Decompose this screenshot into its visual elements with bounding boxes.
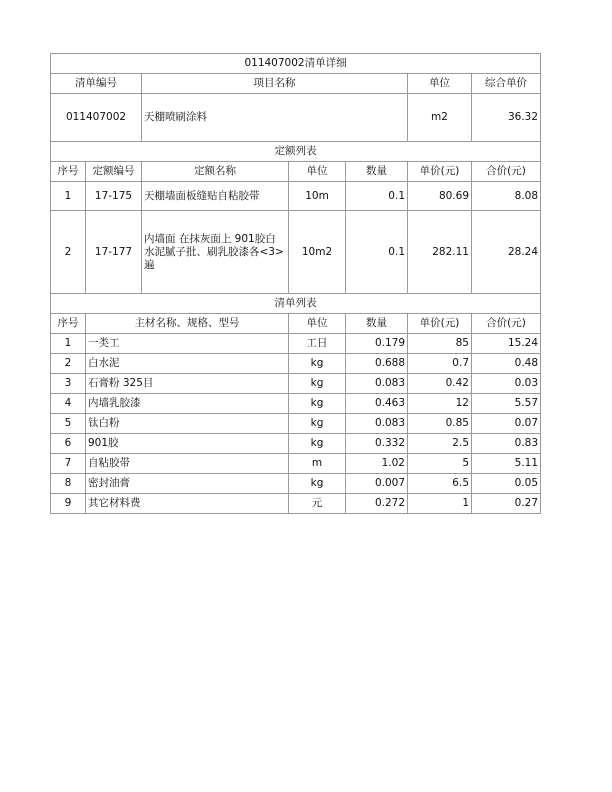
material-qty: 0.083 (346, 374, 408, 394)
material-row (51, 434, 541, 454)
material-unit-header: 单位 (289, 314, 346, 334)
title-row (51, 54, 541, 74)
material-unit: m (289, 454, 346, 474)
quota-total-header: 合价(元) (472, 162, 541, 182)
material-qty-header: 数量 (346, 314, 408, 334)
material-seq: 9 (51, 494, 86, 514)
material-unit: kg (289, 474, 346, 494)
material-unit: kg (289, 394, 346, 414)
material-unit-price: 85 (408, 334, 472, 354)
quota-header-row (51, 162, 541, 182)
material-qty: 1.02 (346, 454, 408, 474)
quota-qty: 0.1 (346, 211, 408, 294)
material-seq: 4 (51, 394, 86, 414)
material-qty: 0.688 (346, 354, 408, 374)
item-unit-header: 单位 (408, 74, 472, 94)
quota-qty-header: 数量 (346, 162, 408, 182)
material-seq: 7 (51, 454, 86, 474)
item-row (51, 94, 541, 142)
quota-unit: 10m2 (289, 211, 346, 294)
quota-unit-price: 282.11 (408, 211, 472, 294)
material-seq: 2 (51, 354, 86, 374)
item-code: 011407002 (51, 94, 142, 142)
material-row (51, 474, 541, 494)
material-seq-header: 序号 (51, 314, 86, 334)
material-qty: 0.463 (346, 394, 408, 414)
material-unit: 工日 (289, 334, 346, 354)
material-unit: 元 (289, 494, 346, 514)
detail-table (50, 53, 541, 514)
material-section-title: 清单列表 (51, 294, 541, 314)
table-title: 011407002清单详细 (51, 54, 541, 74)
quota-section-title: 定额列表 (51, 142, 541, 162)
material-unit-price: 0.7 (408, 354, 472, 374)
item-price-header: 综合单价 (472, 74, 541, 94)
quota-unit-price: 80.69 (408, 182, 472, 211)
material-seq: 6 (51, 434, 86, 454)
material-name: 石膏粉 325目 (86, 374, 289, 394)
material-name: 901胶 (86, 434, 289, 454)
quota-qty: 0.1 (346, 182, 408, 211)
material-name: 自粘胶带 (86, 454, 289, 474)
material-section-row (51, 294, 541, 314)
material-total: 0.27 (472, 494, 541, 514)
quota-total: 8.08 (472, 182, 541, 211)
item-name: 天棚喷刷涂料 (142, 94, 408, 142)
quota-code: 17-175 (86, 182, 142, 211)
item-price: 36.32 (472, 94, 541, 142)
quota-total: 28.24 (472, 211, 541, 294)
material-row (51, 494, 541, 514)
material-unit-price: 5 (408, 454, 472, 474)
material-unit: kg (289, 354, 346, 374)
material-name: 密封油膏 (86, 474, 289, 494)
material-total: 0.48 (472, 354, 541, 374)
material-unit-price-header: 单价(元) (408, 314, 472, 334)
material-unit-price: 2.5 (408, 434, 472, 454)
material-qty: 0.007 (346, 474, 408, 494)
material-total: 0.03 (472, 374, 541, 394)
material-row (51, 394, 541, 414)
item-header-row (51, 74, 541, 94)
material-row (51, 334, 541, 354)
material-seq: 1 (51, 334, 86, 354)
material-unit-price: 1 (408, 494, 472, 514)
material-qty: 0.272 (346, 494, 408, 514)
material-name: 内墙乳胶漆 (86, 394, 289, 414)
material-row (51, 374, 541, 394)
material-total: 15.24 (472, 334, 541, 354)
quota-unit-price-header: 单价(元) (408, 162, 472, 182)
quota-unit: 10m (289, 182, 346, 211)
material-total: 5.57 (472, 394, 541, 414)
material-qty: 0.179 (346, 334, 408, 354)
material-unit-price: 0.42 (408, 374, 472, 394)
material-unit-price: 12 (408, 394, 472, 414)
quota-row (51, 182, 541, 211)
material-name: 其它材料费 (86, 494, 289, 514)
material-qty: 0.083 (346, 414, 408, 434)
material-seq: 8 (51, 474, 86, 494)
material-total-header: 合价(元) (472, 314, 541, 334)
item-name-header: 项目名称 (142, 74, 408, 94)
material-unit-price: 0.85 (408, 414, 472, 434)
material-total: 0.07 (472, 414, 541, 434)
material-name: 钛白粉 (86, 414, 289, 434)
quota-name-header: 定额名称 (142, 162, 289, 182)
material-qty: 0.332 (346, 434, 408, 454)
material-unit-price: 6.5 (408, 474, 472, 494)
material-unit: kg (289, 374, 346, 394)
material-header-row (51, 314, 541, 334)
item-code-header: 清单编号 (51, 74, 142, 94)
material-row (51, 354, 541, 374)
quota-seq: 2 (51, 211, 86, 294)
quota-section-row (51, 142, 541, 162)
material-name-header: 主材名称、规格、型号 (86, 314, 289, 334)
material-total: 5.11 (472, 454, 541, 474)
material-row (51, 414, 541, 434)
item-unit: m2 (408, 94, 472, 142)
quota-name: 内墙面 在抹灰面上 901胶白水泥腻子批、刷乳胶漆各<3>遍 (142, 211, 289, 294)
quota-name: 天棚墙面板缝贴自粘胶带 (142, 182, 289, 211)
quota-code-header: 定额编号 (86, 162, 142, 182)
material-name: 白水泥 (86, 354, 289, 374)
material-total: 0.83 (472, 434, 541, 454)
quota-seq: 1 (51, 182, 86, 211)
quota-row (51, 211, 541, 294)
material-unit: kg (289, 414, 346, 434)
quota-unit-header: 单位 (289, 162, 346, 182)
material-row (51, 454, 541, 474)
material-seq: 3 (51, 374, 86, 394)
quota-seq-header: 序号 (51, 162, 86, 182)
material-unit: kg (289, 434, 346, 454)
material-seq: 5 (51, 414, 86, 434)
material-name: 一类工 (86, 334, 289, 354)
quota-code: 17-177 (86, 211, 142, 294)
material-total: 0.05 (472, 474, 541, 494)
